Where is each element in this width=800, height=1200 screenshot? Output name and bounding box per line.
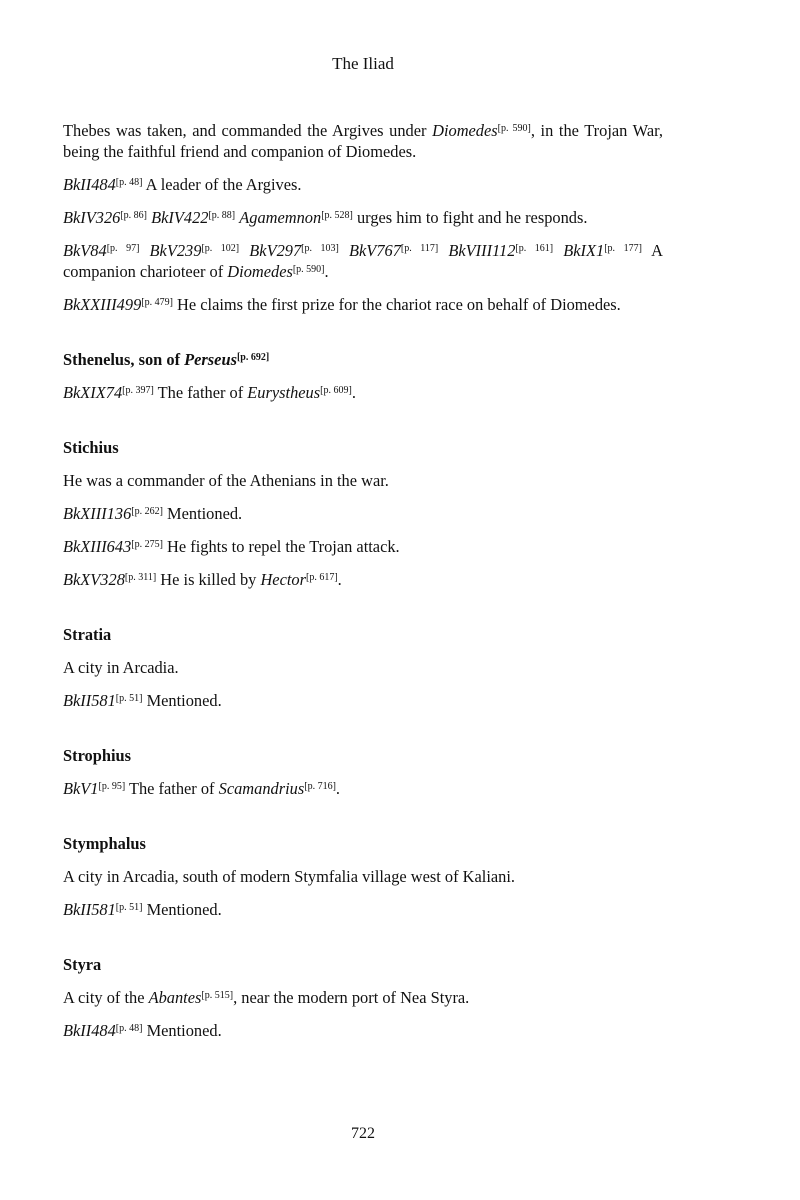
entry-heading: Stymphalus [63, 834, 146, 853]
page-ref: [p. 590] [497, 123, 531, 134]
entry-strophius [63, 745, 663, 799]
page-ref: [p. 479] [141, 297, 173, 308]
page-ref: [p. 103] [301, 243, 339, 254]
paragraph-book-ref: BkII581[p. 51] Mentioned. [63, 691, 222, 710]
page-ref: [p. 397] [122, 385, 154, 396]
page-ref: [p. 177] [604, 243, 642, 254]
book-ref-link[interactable]: BkV239 [149, 241, 202, 260]
link-diomedes[interactable]: Diomedes [432, 121, 498, 140]
link-abantes[interactable]: Abantes [148, 988, 202, 1007]
paragraph-book-ref: BkIV326[p. 86] BkIV422[p. 88] Agamemnon[p. 528] urges him to fight and he responds. [63, 208, 588, 227]
paragraph-book-ref: BkXXIII499[p. 479] He claims the first prize for the chariot race on behalf of Diomedes. [63, 295, 621, 314]
page-ref: [p. 51] [115, 902, 143, 913]
page-ref: [p. 262] [131, 506, 163, 517]
book-ref-link[interactable]: BkVIII112 [448, 241, 516, 260]
page-ref: [p. 161] [515, 243, 554, 254]
page-ref: [p. 48] [115, 177, 143, 188]
page-content [63, 120, 663, 1053]
link-scamandrius[interactable]: Scamandrius [218, 779, 305, 798]
page-ref: [p. 609] [320, 385, 352, 396]
entry-heading: Stichius [63, 438, 119, 457]
page-ref: [p. 48] [115, 1023, 143, 1034]
book-ref-link[interactable]: BkXIII643 [63, 537, 132, 556]
entry-heading: Styra [63, 955, 102, 974]
page-ref: [p. 51] [115, 693, 143, 704]
link-agamemnon[interactable]: Agamemnon [239, 208, 322, 227]
entry-description: He was a commander of the Athenians in the war. [63, 471, 389, 490]
page-ref: [p. 275] [131, 539, 163, 550]
entry-stratia [63, 624, 663, 711]
paragraph-book-ref: BkXV328[p. 311] He is killed by Hector[p. 617]. [63, 570, 342, 589]
entry-description: A city of the Abantes[p. 515], near the modern port of Nea Styra. [63, 988, 470, 1007]
paragraph-intro: Thebes was taken, and commanded the Argives under Diomedes[p. 590], in the Trojan War, being the faithful friend and companion of Diomedes. [63, 121, 664, 161]
page-ref: [p. 117] [400, 243, 439, 254]
book-ref-link[interactable]: BkII484 [63, 1021, 116, 1040]
book-ref-link[interactable]: BkV297 [249, 241, 302, 260]
book-ref-link[interactable]: BkIX1 [563, 241, 605, 260]
paragraph-book-ref: BkV84[p. 97] BkV239[p. 102] BkV297[p. 103] BkV767[p. 117] BkVIII112[p. 161] BkIX1[p. 177] A companion charioteer of Diomedes[p. 590]. [63, 241, 663, 281]
link-eurystheus[interactable]: Eurystheus [247, 383, 321, 402]
page-ref: [p. 102] [201, 243, 240, 254]
paragraph-book-ref: BkII484[p. 48] Mentioned. [63, 1021, 222, 1040]
link-diomedes[interactable]: Diomedes [227, 262, 293, 281]
paragraph-book-ref: BkXIII643[p. 275] He fights to repel the Trojan attack. [63, 537, 400, 556]
book-ref-link[interactable]: BkIV422 [151, 208, 209, 227]
page-ref: [p. 716] [304, 781, 336, 792]
page-ref: [p. 95] [98, 781, 126, 792]
book-ref-link[interactable]: BkXIII136 [63, 504, 132, 523]
entry-stymphalus [63, 833, 663, 920]
paragraph-book-ref: BkXIII136[p. 262] Mentioned. [63, 504, 243, 523]
entry-heading: Stratia [63, 625, 112, 644]
paragraph-book-ref: BkXIX74[p. 397] The father of Eurystheus[p. 609]. [63, 383, 356, 402]
page-ref: [p. 590] [292, 264, 325, 275]
entry-heading: Strophius [63, 746, 132, 765]
book-ref-link[interactable]: BkXIX74 [63, 383, 123, 402]
page-number: 722 [351, 1125, 375, 1142]
running-header: The Iliad [332, 54, 394, 73]
book-ref-link[interactable]: BkV84 [63, 241, 107, 260]
book-ref-link[interactable]: BkIV326 [63, 208, 121, 227]
book-ref-link[interactable]: BkII484 [63, 175, 116, 194]
book-ref-link[interactable]: BkII581 [63, 691, 116, 710]
page-ref: [p. 88] [208, 210, 236, 221]
book-ref-link[interactable]: BkV1 [63, 779, 99, 798]
entry-sthenelus [63, 349, 663, 403]
book-ref-link[interactable]: BkV767 [349, 241, 401, 260]
paragraph-book-ref: BkII581[p. 51] Mentioned. [63, 900, 222, 919]
page-ref: [p. 692] [236, 352, 270, 363]
paragraph-book-ref: BkV1[p. 95] The father of Scamandrius[p. 716]. [63, 779, 341, 798]
entry-styra [63, 954, 663, 1041]
paragraph-book-ref: BkII484[p. 48] A leader of the Argives. [63, 175, 302, 194]
page-ref: [p. 97] [106, 243, 140, 254]
page-ref: [p. 311] [124, 572, 157, 583]
link-perseus[interactable]: Perseus [184, 350, 237, 369]
link-hector[interactable]: Hector [260, 570, 306, 589]
page-ref: [p. 86] [120, 210, 148, 221]
page-ref: [p. 528] [321, 210, 353, 221]
entry-heading: Sthenelus, son of Perseus[p. 692] [63, 350, 270, 369]
book-ref-link[interactable]: BkXXIII499 [63, 295, 142, 314]
page-ref: [p. 617] [305, 572, 338, 583]
entry-description: A city in Arcadia. [63, 658, 179, 677]
entry-stichius [63, 437, 663, 590]
book-ref-link[interactable]: BkXV328 [63, 570, 125, 589]
book-ref-link[interactable]: BkII581 [63, 900, 116, 919]
entry-description: A city in Arcadia, south of modern Stymfalia village west of Kaliani. [63, 867, 516, 886]
page-ref: [p. 515] [201, 990, 234, 1001]
